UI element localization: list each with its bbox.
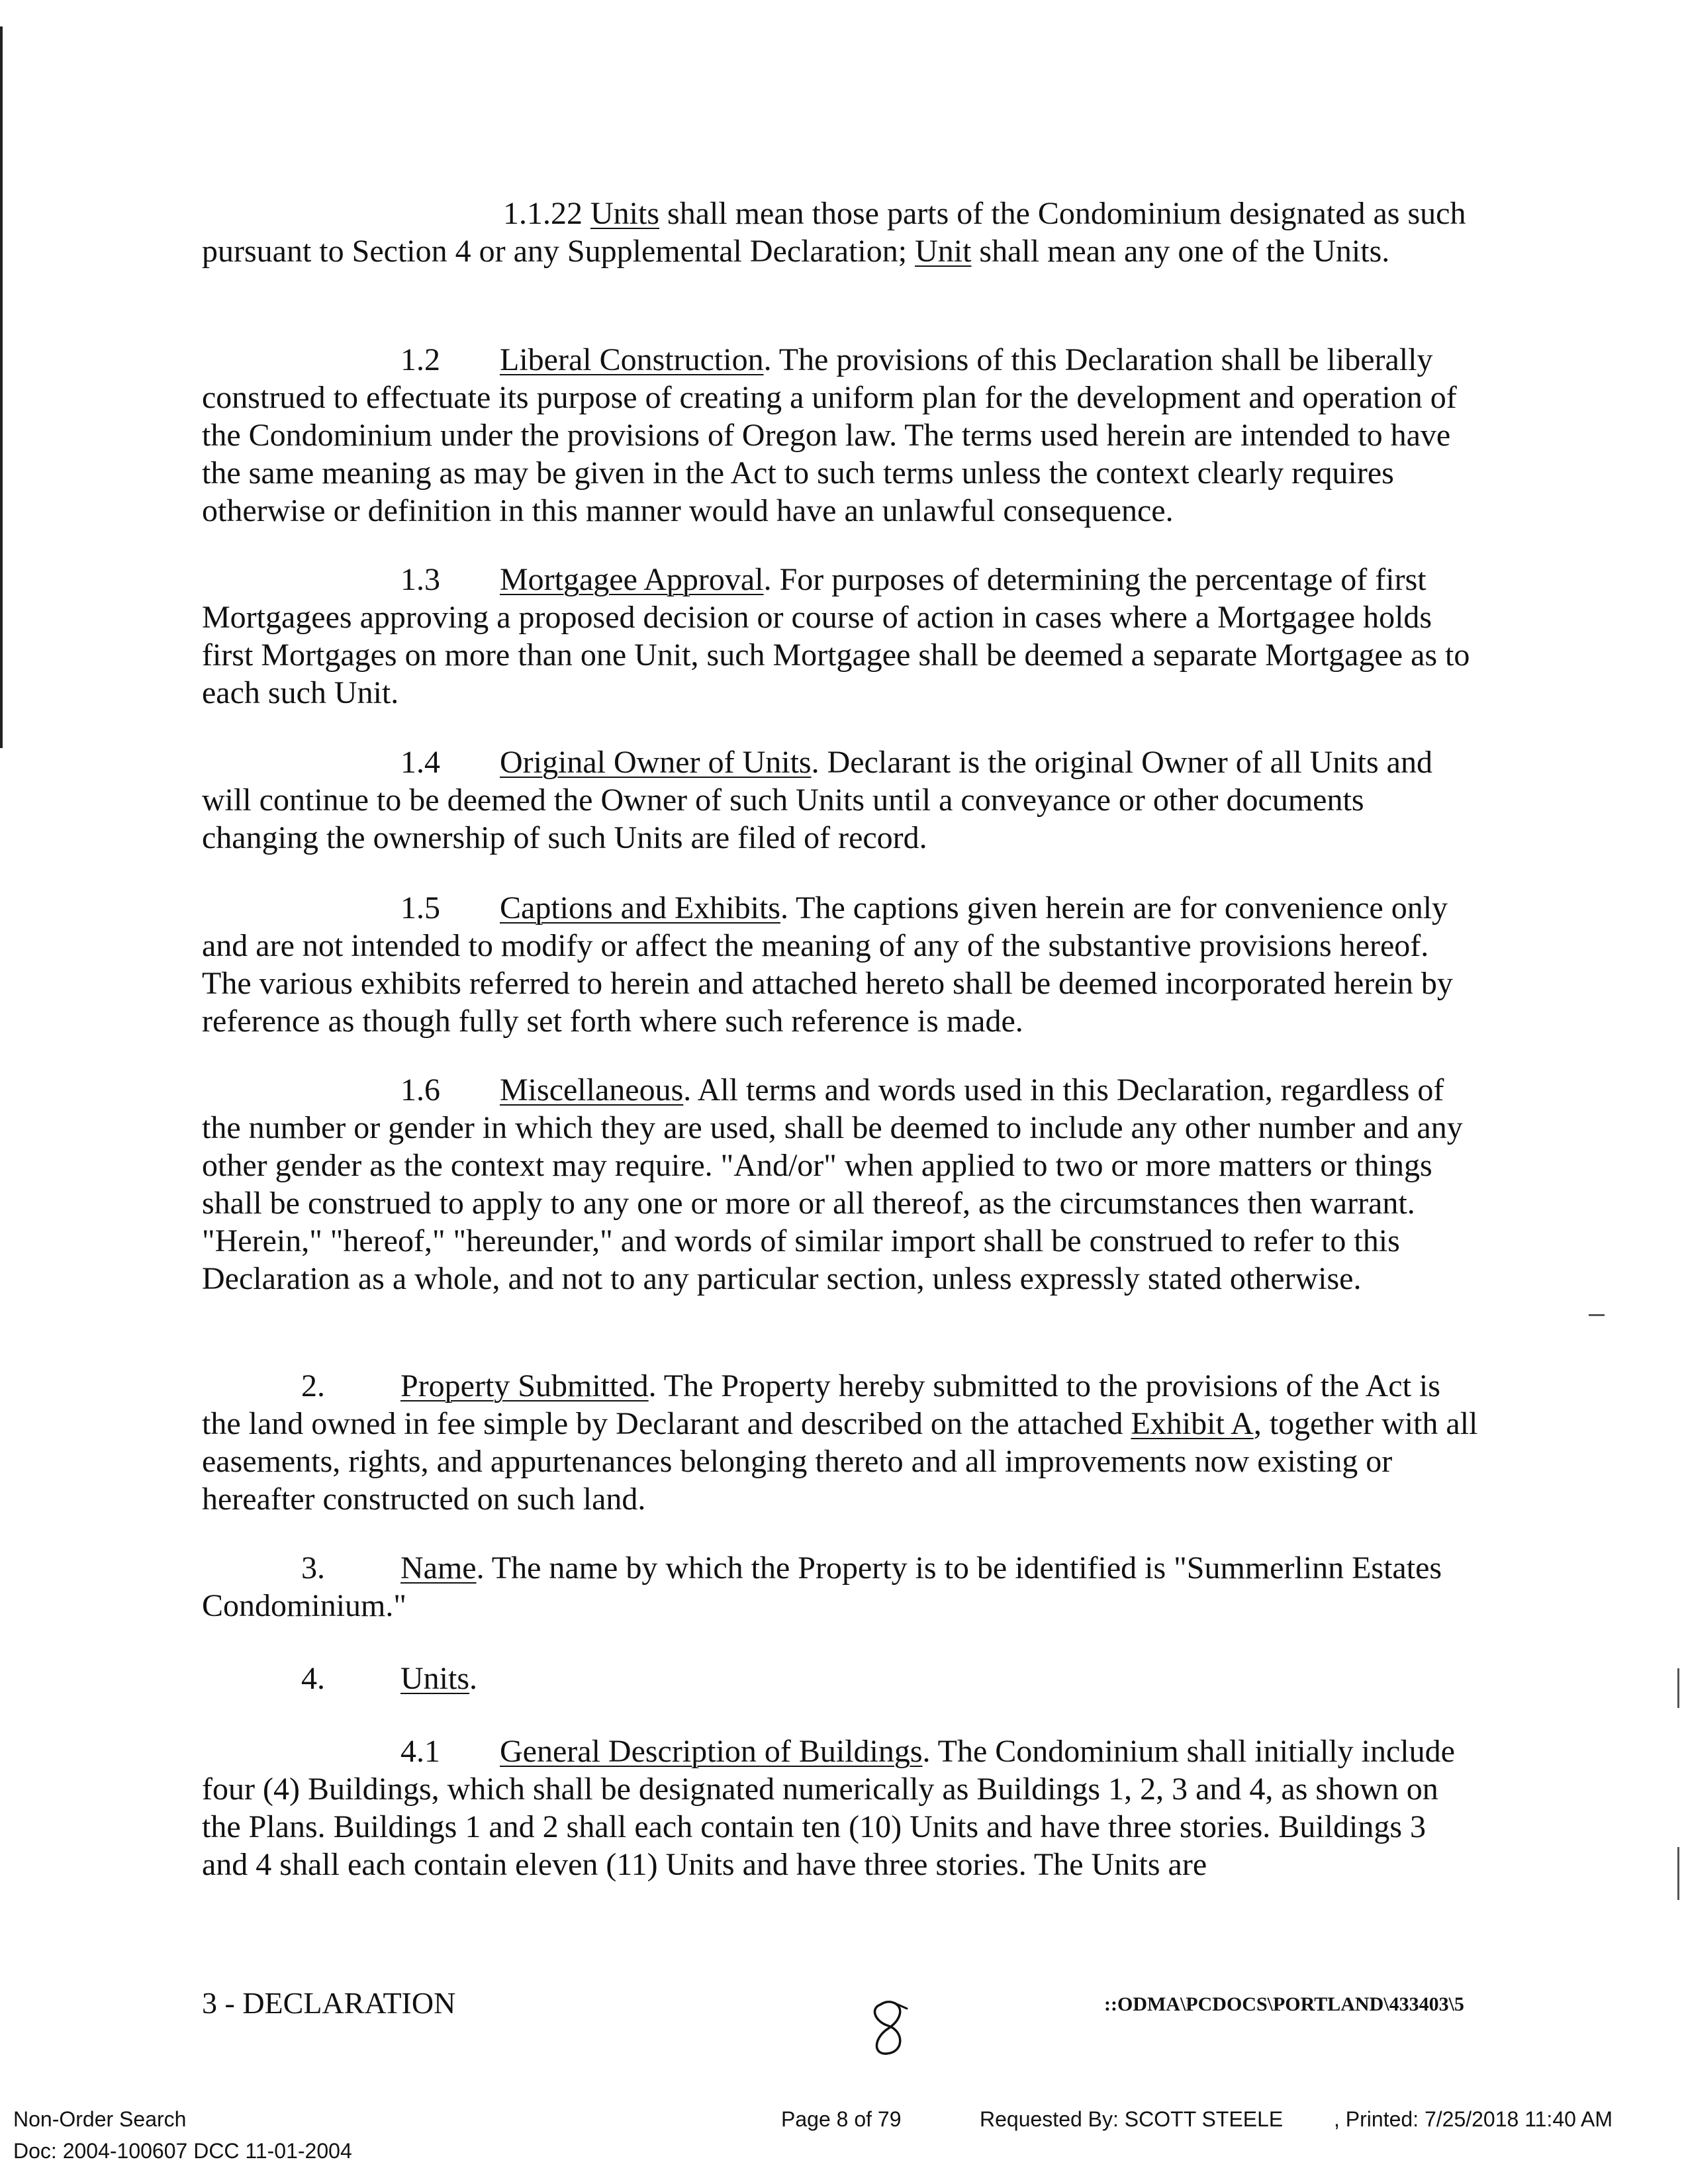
exhibit-reference: Exhibit A	[1131, 1406, 1254, 1441]
section-number: 4.	[301, 1661, 325, 1696]
section-number: 1.4	[400, 745, 440, 780]
section-number: 4.1	[400, 1734, 440, 1769]
stamp-document-id: Doc: 2004-100607 DCC 11-01-2004	[13, 2139, 352, 2163]
handwritten-page-number	[866, 1999, 912, 2062]
section-text: . For purposes of determining the percentage of first Mortgagees approving a proposed decision or course of action in cases where a Mortgagee holds first Mortgages on more than one Unit, such Mortgagee shall be deemed a separate Mortgagee as to each such Unit.	[202, 562, 1470, 710]
section-text: . The name by which the Property is to be identified is "Summerlinn Estates Condominium."	[202, 1550, 1442, 1623]
section-1-2	[202, 341, 1479, 530]
section-title: Property Submitted	[400, 1368, 649, 1403]
stamp-page-count: Page 8 of 79	[781, 2107, 902, 2131]
footer-document-title: 3 - DECLARATION	[202, 1986, 456, 2020]
section-4	[202, 1660, 1479, 1697]
defined-term: Units	[590, 196, 660, 231]
section-text: . Declarant is the original Owner of all Units and will continue to be deemed the Owner of such Units until a conveyance or other documents changing the ownership of such Units are filed of record.	[202, 745, 1432, 855]
section-text: shall mean any one of the Units.	[971, 234, 1390, 269]
section-text: . All terms and words used in this Declaration, regardless of the number or gender in which they are used, shall be deemed to include any other number and any other gender as the context may require. "And/or" when applied to two or more matters or things shall be construed to apply to any one or more or all thereof, as the circumstances then warrant. "Herein," "hereof," "hereunder," and words of similar import shall be construed to refer to this Declaration as a whole, and not to any particular section, unless expressly stated otherwise.	[202, 1072, 1463, 1296]
defined-term: Unit	[915, 234, 972, 269]
section-2	[202, 1367, 1479, 1518]
section-3	[202, 1549, 1479, 1625]
section-text: . The Property hereby submitted to the provisions of the Act is the land owned in fee simple by Declarant and described on the attached	[202, 1368, 1440, 1441]
stamp-printed-date: , Printed: 7/25/2018 11:40 AM	[1334, 2107, 1613, 2131]
scan-edge-line	[0, 26, 3, 748]
section-text: shall mean those parts of the Condominium designated as such pursuant to Section 4 or any Supplemental Declaration;	[202, 196, 1466, 269]
section-title: Liberal Construction	[500, 342, 764, 377]
section-title: Miscellaneous	[500, 1072, 684, 1108]
handwritten-8-mark	[866, 1999, 912, 2059]
section-title: Name	[400, 1550, 477, 1586]
section-number: 1.2	[400, 342, 440, 377]
section-title: Units	[400, 1661, 470, 1696]
stamp-requested-by: Requested By: SCOTT STEELE	[980, 2107, 1284, 2131]
section-title: General Description of Buildings	[500, 1734, 923, 1769]
section-title: Mortgagee Approval	[500, 562, 764, 597]
section-number: 1.5	[400, 890, 440, 926]
section-title: Original Owner of Units	[500, 745, 812, 780]
section-1-4	[202, 743, 1479, 857]
section-4-1	[202, 1733, 1479, 1883]
section-text: . The provisions of this Declaration shall be liberally construed to effectuate its purpose of creating a uniform plan for the development and operation of the Condominium under the provisions of Oregon law. The terms used herein are intended to have the same meaning as may be given in the Act to such terms unless the context clearly requires otherwise or definition in this manner would have an unlawful consequence.	[202, 342, 1457, 528]
section-1-3	[202, 561, 1479, 712]
section-text: . The captions given herein are for convenience only and are not intended to modify or affect the meaning of any of the substantive provisions hereof. The various exhibits referred to herein and attached hereto shall be deemed incorporated herein by reference as though fully set forth where such reference is made.	[202, 890, 1453, 1039]
section-text: .	[469, 1661, 478, 1696]
section-number: 1.1.22	[503, 196, 583, 231]
section-text: , together with all easements, rights, and appurtenances belonging thereto and all improvements now existing or hereafter constructed on such land.	[202, 1406, 1478, 1517]
scan-speck	[1589, 1314, 1605, 1316]
section-text: . The Condominium shall initially include four (4) Buildings, which shall be designated numerically as Buildings 1, 2, 3 and 4, as shown on the Plans. Buildings 1 and 2 shall each contain ten (10) Units and have three stories. Buildings 3 and 4 shall each contain eleven (11) Units and have three stories. The Units are	[202, 1734, 1455, 1882]
stamp-search-type: Non-Order Search	[13, 2107, 187, 2131]
scan-speck	[1677, 1668, 1679, 1708]
section-title: Captions and Exhibits	[500, 890, 780, 926]
section-number: 3.	[301, 1550, 325, 1586]
section-number: 2.	[301, 1368, 325, 1403]
footer-document-path: ::ODMA\PCDOCS\PORTLAND\433403\5	[1104, 1993, 1464, 2015]
scan-speck	[1677, 1847, 1679, 1900]
section-1-1-22	[202, 195, 1479, 270]
section-number: 1.6	[400, 1072, 440, 1108]
section-number: 1.3	[400, 562, 440, 597]
section-1-5	[202, 889, 1479, 1040]
section-1-6	[202, 1071, 1479, 1298]
